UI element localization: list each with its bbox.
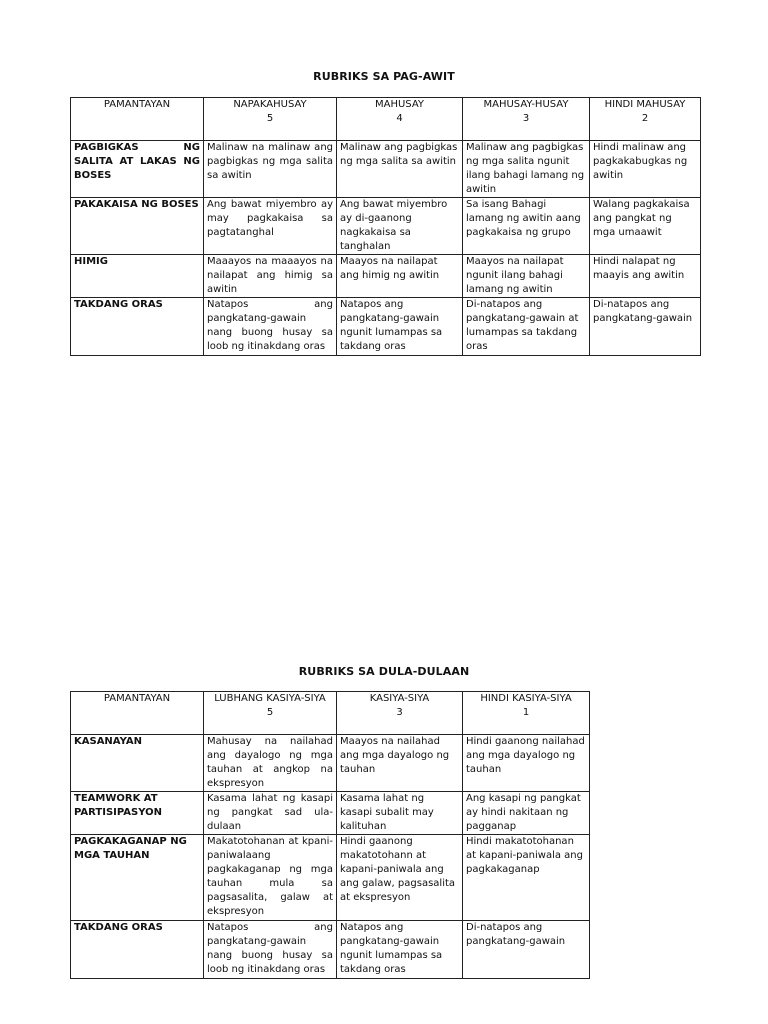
header-cell: PAMANTAYAN (71, 692, 204, 735)
score-cell: Hindi malinaw ang pagkakabugkas ng awitin (590, 141, 701, 198)
header-row (71, 692, 590, 735)
rubric-title-dula-dulaan: RUBRIKS SA DULA-DULAAN (298, 665, 470, 678)
score-cell: Ang bawat miyembro ay di-gaanong nagkakaisa sa tanghalan (337, 198, 463, 255)
score-cell: Maayos na nailapat ang himig ng awitin (337, 255, 463, 298)
score-cell: Kasama lahat ng kasapi ng pangkat sad ula-dulaan (204, 792, 337, 835)
header-row (71, 98, 701, 141)
table-row (71, 298, 701, 356)
rubric-table-pag-awit (70, 97, 701, 356)
score-cell: Di-natapos ang pangkatang-gawain (463, 921, 590, 979)
table-row (71, 735, 590, 792)
score-cell: Natapos ang pangkatang-gawain ngunit lumampas sa takdang oras (337, 921, 463, 979)
table-row (71, 792, 590, 835)
score-cell: Hindi gaanong nailahad ang mga dayalogo ng tauhan (463, 735, 590, 792)
header-cell: PAMANTAYAN (71, 98, 204, 141)
header-cell: HINDI KASIYA-SIYA 1 (463, 692, 590, 735)
criterion-cell: TAKDANG ORAS (71, 921, 204, 979)
table-row (71, 835, 590, 921)
rubric-title-pag-awit: RUBRIKS SA PAG-AWIT (313, 70, 455, 83)
score-cell: Maaayos na maaayos na nailapat ang himig sa awitin (204, 255, 337, 298)
criterion-cell: HIMIG (71, 255, 204, 298)
score-cell: Makatotohanan at kpani-paniwalaang pagkakaganap ng mga tauhan mula sa pagsasalita, galaw at ekspresyon (204, 835, 337, 921)
header-cell: NAPAKAHUSAY 5 (204, 98, 337, 141)
header-cell: MAHUSAY 4 (337, 98, 463, 141)
score-cell: Natapos ang pangkatang-gawain nang buong husay sa loob ng itinakdang oras (204, 298, 337, 356)
table-row (71, 921, 590, 979)
score-cell: Malinaw ang pagbigkas ng mga salita ngunit ilang bahagi lamang ng awitin (463, 141, 590, 198)
score-cell: Natapos ang pangkatang-gawain ngunit lumampas sa takdang oras (337, 298, 463, 356)
criterion-cell: KASANAYAN (71, 735, 204, 792)
score-cell: Kasama lahat ng kasapi subalit may kalituhan (337, 792, 463, 835)
criterion-cell: PAGKAKAGANAP NG MGA TAUHAN (71, 835, 204, 921)
score-cell: Mahusay na nailahad ang dayalogo ng mga tauhan at angkop na ekspresyon (204, 735, 337, 792)
header-cell: LUBHANG KASIYA-SIYA 5 (204, 692, 337, 735)
score-cell: Hindi nalapat ng maayis ang awitin (590, 255, 701, 298)
header-cell: MAHUSAY-HUSAY 3 (463, 98, 590, 141)
criterion-cell: TEAMWORK AT PARTISIPASYON (71, 792, 204, 835)
header-cell: KASIYA-SIYA 3 (337, 692, 463, 735)
score-cell: Maayos na nailapat ngunit ilang bahagi lamang ng awitin (463, 255, 590, 298)
criterion-cell: PAGBIGKAS NG SALITA AT LAKAS NG BOSES (71, 141, 204, 198)
header-cell: HINDI MAHUSAY 2 (590, 98, 701, 141)
table-row (71, 255, 701, 298)
criterion-cell: PAKAKAISA NG BOSES (71, 198, 204, 255)
score-cell: Ang bawat miyembro ay may pagkakaisa sa pagtatanghal (204, 198, 337, 255)
rubric-table-dula-dulaan (70, 691, 590, 979)
score-cell: Ang kasapi ng pangkat ay hindi nakitaan ng pagganap (463, 792, 590, 835)
score-cell: Malinaw na malinaw ang pagbigkas ng mga salita sa awitin (204, 141, 337, 198)
score-cell: Di-natapos ang pangkatang-gawain (590, 298, 701, 356)
score-cell: Hindi gaanong makatotohann at kapani-paniwala ang ang galaw, pagsasalita at ekspresyon (337, 835, 463, 921)
table-row (71, 198, 701, 255)
score-cell: Hindi makatotohanan at kapani-paniwala ang pagkakaganap (463, 835, 590, 921)
score-cell: Malinaw ang pagbigkas ng mga salita sa awitin (337, 141, 463, 198)
score-cell: Di-natapos ang pangkatang-gawain at lumampas sa takdang oras (463, 298, 590, 356)
score-cell: Natapos ang pangkatang-gawain nang buong husay sa loob ng itinakdang oras (204, 921, 337, 979)
score-cell: Walang pagkakaisa ang pangkat ng mga umaawit (590, 198, 701, 255)
table-row (71, 141, 701, 198)
score-cell: Sa isang Bahagi lamang ng awitin aang pagkakaisa ng grupo (463, 198, 590, 255)
criterion-cell: TAKDANG ORAS (71, 298, 204, 356)
score-cell: Maayos na nailahad ang mga dayalogo ng tauhan (337, 735, 463, 792)
